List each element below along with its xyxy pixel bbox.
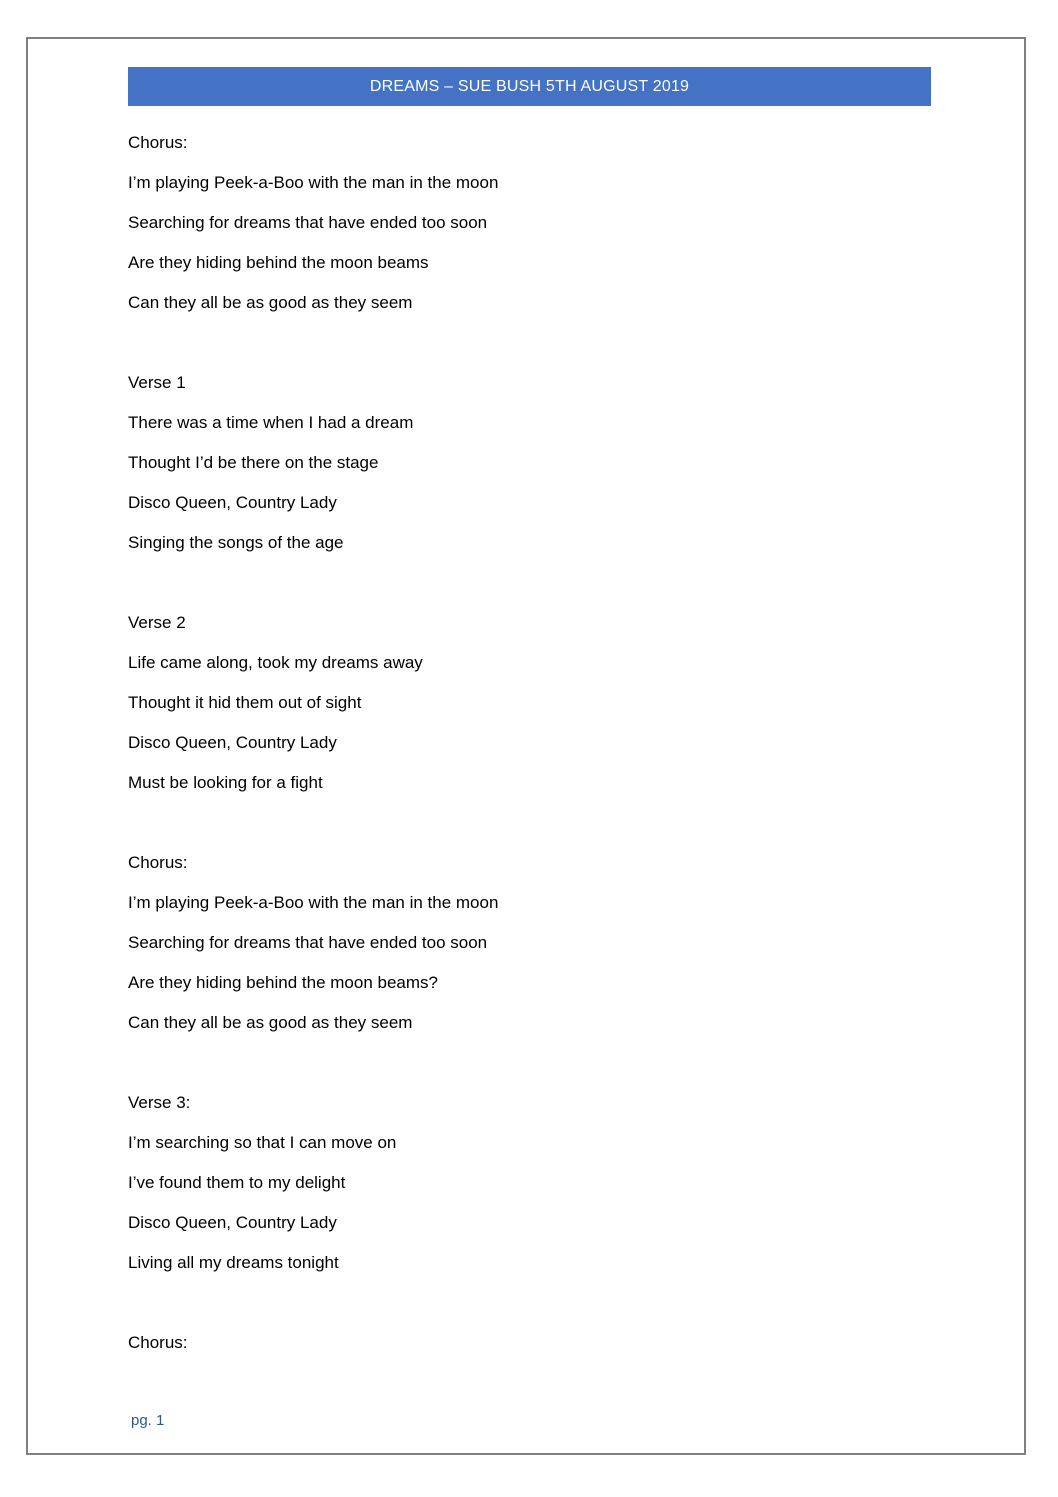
lyric-line: Disco Queen, Country Lady [128, 493, 337, 512]
lyric-line: Thought it hid them out of sight [128, 693, 362, 712]
blank-line [128, 1291, 928, 1331]
document-title-text: DREAMS – SUE BUSH 5TH AUGUST 2019 [369, 77, 690, 95]
lyric-line: Chorus: [128, 1333, 188, 1352]
lyric-line: Verse 2 [128, 613, 186, 632]
lyric-line: I’m playing Peek-a-Boo with the man in the moon [128, 173, 499, 192]
lyric-line: Searching for dreams that have ended too soon [128, 213, 488, 232]
lyric-line: Disco Queen, Country Lady [128, 733, 337, 752]
lyric-line: There was a time when I had a dream [128, 413, 414, 432]
lyric-line: Chorus: [128, 853, 188, 872]
lyric-line: Verse 1 [128, 373, 186, 392]
page-number: pg. 1 [131, 1412, 165, 1429]
document-title [128, 67, 931, 106]
lyric-line: Living all my dreams tonight [128, 1253, 339, 1272]
lyric-line: I’ve found them to my delight [128, 1173, 346, 1192]
blank-line [128, 811, 928, 851]
blank-line [128, 1051, 928, 1091]
lyric-line: Verse 3: [128, 1093, 191, 1112]
blank-line [128, 571, 928, 611]
lyric-line: I’m playing Peek-a-Boo with the man in the moon [128, 893, 499, 912]
lyric-line: I’m searching so that I can move on [128, 1133, 397, 1152]
lyric-line: Thought I’d be there on the stage [128, 453, 379, 472]
lyric-line: Searching for dreams that have ended too soon [128, 933, 488, 952]
lyric-line: Disco Queen, Country Lady [128, 1213, 337, 1232]
lyric-line: Singing the songs of the age [128, 533, 344, 552]
lyric-line: Are they hiding behind the moon beams? [128, 973, 438, 992]
lyric-line: Chorus: [128, 133, 188, 152]
lyric-line: Can they all be as good as they seem [128, 1013, 413, 1032]
lyric-line: Are they hiding behind the moon beams [128, 253, 429, 272]
lyrics-body [128, 131, 928, 1371]
lyric-line: Can they all be as good as they seem [128, 293, 413, 312]
lyric-line: Must be looking for a fight [128, 773, 323, 792]
blank-line [128, 331, 928, 371]
lyric-line: Life came along, took my dreams away [128, 653, 423, 672]
